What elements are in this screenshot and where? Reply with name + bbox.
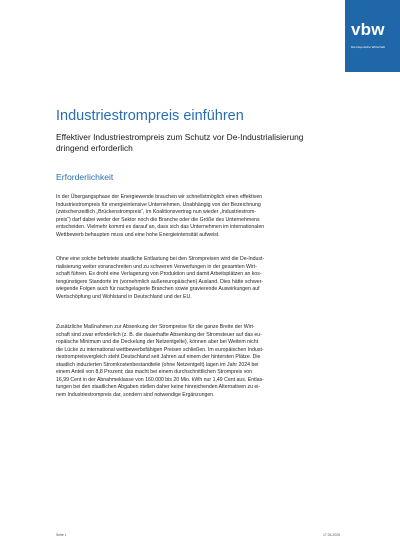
paragraph-line: Zusätzliche Maßnahmen zur Absenkung der Strompreise für die ganze Breite der Wirt- [56,324,255,330]
subtitle-line: dringend erforderlich [56,143,133,153]
paragraph-3 [56,324,356,399]
paragraph-line: schaft sind zwar erforderlich (z. B. die dauerhafte Absenkung der Stromsteuer auf das eu- [56,331,262,338]
section-heading: Erforderlichkeit [56,172,114,182]
page-title: Industriestrompreis einführen [56,108,244,124]
paragraph-1 [56,194,356,239]
paragraph-line: Wettbewerb behaupten muss und eine hohe Energieintensität aufweist. [56,231,220,238]
paragraph-line: rialisierung weiter voranschreiten und zu schweren Verwerfungen in der gesamten Wirt- [56,263,257,270]
paragraph-line: staatlich induzierten Stromkostenbestandteile (ohne Netzentgelt) lagen im Jahr 2024 bei [56,361,259,368]
paragraph-line: riestrompreisvergleich steht Deutschland seit Jahren auf einem der hintersten Plätze. Die [56,354,261,361]
paragraph-line: einem Anteil von 8,8 Prozent; das macht bei einem durchschnittlichen Strompreis von [56,369,253,376]
logo-tagline: Die bayerische Wirtschaft [351,45,386,49]
logo-wordmark: vbw [351,20,385,39]
subtitle-line: Effektiver Industriestrompreis zum Schutz vor De-Industrialisierung [56,132,304,142]
paragraph-line: tengünstigere Standorte im (vornehmlich außereuropäischen) Ausland. Dies hätte schwer- [56,278,264,285]
paragraph-line: wiegende Folgen auch für nachgelagerte Branchen sowie gravierende Auswirkungen auf [56,286,260,293]
vbw-logo [345,0,400,72]
paragraph-line: In der Übergangsphase der Energiewende brauchen wir schnellstmöglich einen effektiven [56,194,263,200]
paragraph-line: (zwischenzeitlich „Brückenstrompreis“, im Koalitionsvertrag nun wieder „Industriestrom- [56,209,257,216]
paragraph-2 [56,256,356,301]
footer-page-number: Seite 1 [56,533,67,537]
paragraph-line: nem Industriestrompreis dar, sondern sind notwendige Ergänzungen. [56,391,215,398]
footer-date: 17.04.2025 [323,533,340,537]
paragraph-line: Wertschöpfung und Wohlstand in Deutschland und der EU. [56,293,192,300]
paragraph-line: entscheiden. Vielmehr kommt es darauf an, dass sich das Unternehmen im internationalen [56,224,265,231]
paragraph-line: Ohne eine solche befristete staatliche Entlastung bei den Strompreisen wird die De-Indust- [56,256,265,262]
paragraph-line: Industriestrompreis für energieintensive Unternehmen. Unabhängig von der Bezeichnung [56,201,261,208]
paragraph-line: 16,99 Cent in der Abnahmeklasse von 160.000 bis 20 Mio. kWh nur 1,49 Cent aus. Entlas- [56,376,264,383]
paragraph-line: tungen bei den staatlichen Abgaben stellen daher keine hinreichenden Alternativen zu ei- [56,384,261,391]
paragraph-line: preis“) darf dabei weder der Sektor noch die Branche oder die Größe des Unternehmens [56,216,260,223]
page-subtitle [56,132,356,154]
paragraph-line: schaft führen. Es droht eine Verlagerung von Produktion und damit Arbeitsplätzen an kos- [56,271,262,278]
paragraph-line: ropäische Minimum und die Deckelung der Netzentgelte), können aber bei Weitem nicht [56,339,259,346]
paragraph-line: die Lücke zu international wettbewerbsfähigen Preisen schließen. Im europäischen Indust- [56,346,264,353]
